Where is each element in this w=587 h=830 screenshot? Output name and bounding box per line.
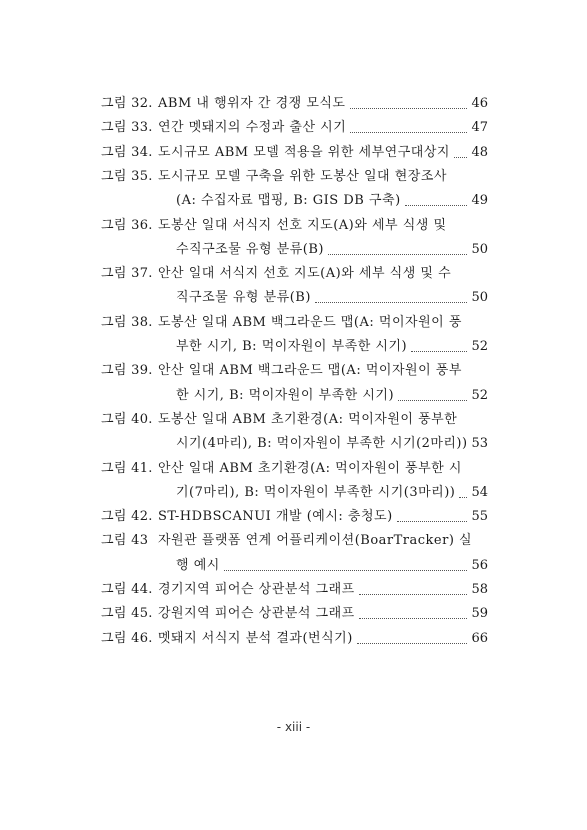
figure-title: 도봉산 일대 ABM 백그라운드 맵(A: 먹이자원이 풍 xyxy=(158,314,462,330)
dot-leader xyxy=(398,400,467,401)
figure-title: 수직구조물 유형 분류(B) xyxy=(176,241,324,257)
page-number: 66 xyxy=(471,630,488,646)
figure-label: 그림 42. xyxy=(101,509,153,525)
figure-title: 부한 시기, B: 먹이자원이 부족한 시기) xyxy=(176,339,408,354)
page-number: 53 xyxy=(471,436,488,452)
figure-title: 안산 일대 ABM 초기환경(A: 먹이자원이 풍부한 시 xyxy=(158,460,462,476)
page-number: 58 xyxy=(471,582,488,597)
page-number-footer: - xiii - xyxy=(276,720,311,734)
page-number: 52 xyxy=(471,339,488,354)
dot-leader xyxy=(405,205,467,206)
figure-entry[interactable] xyxy=(0,457,587,481)
dot-leader xyxy=(357,643,467,644)
figure-title: 한 시기, B: 먹이자원이 부족한 시기) xyxy=(176,387,395,403)
dot-leader xyxy=(411,351,467,352)
page-number: 46 xyxy=(471,96,488,111)
page-number: 59 xyxy=(471,606,488,622)
figure-entry-continuation[interactable] xyxy=(0,432,587,456)
figure-label: 그림 38. xyxy=(101,314,153,330)
figure-entry-continuation[interactable] xyxy=(0,384,587,408)
figure-entry-continuation[interactable] xyxy=(0,189,587,213)
figure-title: 직구조물 유형 분류(B) xyxy=(176,290,311,306)
figure-label: 그림 39. xyxy=(101,363,153,379)
dot-leader xyxy=(350,108,467,109)
figure-title: 멧돼지 서식지 분석 결과(번식기) xyxy=(158,630,353,646)
figure-entry[interactable] xyxy=(0,529,587,553)
dot-leader xyxy=(350,132,467,133)
figure-entry[interactable] xyxy=(0,141,587,165)
figure-label: 그림 34. xyxy=(101,144,153,160)
figure-entry[interactable] xyxy=(0,627,587,651)
figure-entry-continuation[interactable] xyxy=(0,481,587,505)
figure-entry[interactable] xyxy=(0,116,587,140)
figure-title: 도봉산 일대 서식지 선호 지도(A)와 세부 식생 및 xyxy=(158,217,447,233)
figure-label: 그림 41. xyxy=(101,460,153,476)
figure-label: 그림 32. xyxy=(101,96,153,111)
page-number: 54 xyxy=(471,484,488,500)
figure-label: 그림 35. xyxy=(101,168,153,184)
page-number: 47 xyxy=(471,120,488,136)
figure-title: 기(7마리), B: 먹이자원이 부족한 시기(3마리)) xyxy=(176,484,456,500)
page-number: 56 xyxy=(471,557,488,573)
figure-label: 그림 40. xyxy=(101,411,153,427)
figure-title: ABM 내 행위자 간 경쟁 모식도 xyxy=(158,96,346,111)
figure-label: 그림 33. xyxy=(101,120,153,136)
figure-entry-continuation[interactable] xyxy=(0,238,587,262)
figure-entry[interactable] xyxy=(0,311,587,335)
figure-label: 그림 46. xyxy=(101,630,153,646)
figure-title: ST-HDBSCANUI 개발 (예시: 충청도) xyxy=(158,509,393,525)
figure-entry-continuation[interactable] xyxy=(0,335,587,359)
dot-leader xyxy=(359,618,467,619)
figure-title: 안산 일대 서식지 선호 지도(A)와 세부 식생 및 수 xyxy=(158,266,452,282)
figure-entry-continuation[interactable] xyxy=(0,286,587,310)
figure-title: 안산 일대 ABM 백그라운드 맵(A: 먹이자원이 풍부 xyxy=(158,363,462,379)
page-number: 52 xyxy=(471,387,488,403)
figure-label: 그림 43 xyxy=(101,533,149,549)
figure-entry[interactable] xyxy=(0,578,587,602)
figure-entry[interactable] xyxy=(0,505,587,529)
figure-title: 도봉산 일대 ABM 초기환경(A: 먹이자원이 풍부한 xyxy=(158,411,458,427)
figure-entry[interactable] xyxy=(0,359,587,383)
figure-title: (A: 수집자료 맵핑, B: GIS DB 구축) xyxy=(176,193,401,209)
dot-leader xyxy=(328,254,467,255)
page-number: 50 xyxy=(471,290,488,306)
figure-title: 도시규모 ABM 모델 적용을 위한 세부연구대상지 xyxy=(158,144,450,160)
figure-entry[interactable] xyxy=(0,262,587,286)
figure-label: 그림 37. xyxy=(101,266,153,282)
figure-title: 자원관 플랫폼 연계 어플리케이션(BoarTracker) 실 xyxy=(158,533,473,549)
dot-leader xyxy=(397,521,467,522)
dot-leader xyxy=(315,302,467,303)
figure-title: 강원지역 피어슨 상관분석 그래프 xyxy=(158,606,355,622)
figure-label: 그림 45. xyxy=(101,606,153,622)
figure-entry[interactable] xyxy=(0,214,587,238)
dot-leader xyxy=(359,594,467,595)
figure-title: 행 예시 xyxy=(176,557,220,573)
dot-leader xyxy=(224,570,467,571)
figure-title: 시기(4마리), B: 먹이자원이 부족한 시기(2마리)) xyxy=(176,436,468,452)
page-number: 50 xyxy=(471,241,488,257)
figure-title: 도시규모 모델 구축을 위한 도봉산 일대 현장조사 xyxy=(158,168,447,184)
figure-entry[interactable] xyxy=(0,165,587,189)
figure-entry[interactable] xyxy=(0,92,587,116)
figure-label: 그림 36. xyxy=(101,217,153,233)
page-number: 48 xyxy=(471,144,488,160)
dot-leader xyxy=(454,157,467,158)
dot-leader xyxy=(459,497,467,498)
figure-title: 경기지역 피어슨 상관분석 그래프 xyxy=(158,582,355,597)
figure-entry[interactable] xyxy=(0,408,587,432)
figure-entry[interactable] xyxy=(0,602,587,626)
page-number: 49 xyxy=(471,193,488,209)
figure-title: 연간 멧돼지의 수정과 출산 시기 xyxy=(158,120,347,136)
figure-label: 그림 44. xyxy=(101,582,153,597)
page-number: 55 xyxy=(471,509,488,525)
figure-entry-continuation[interactable] xyxy=(0,554,587,578)
